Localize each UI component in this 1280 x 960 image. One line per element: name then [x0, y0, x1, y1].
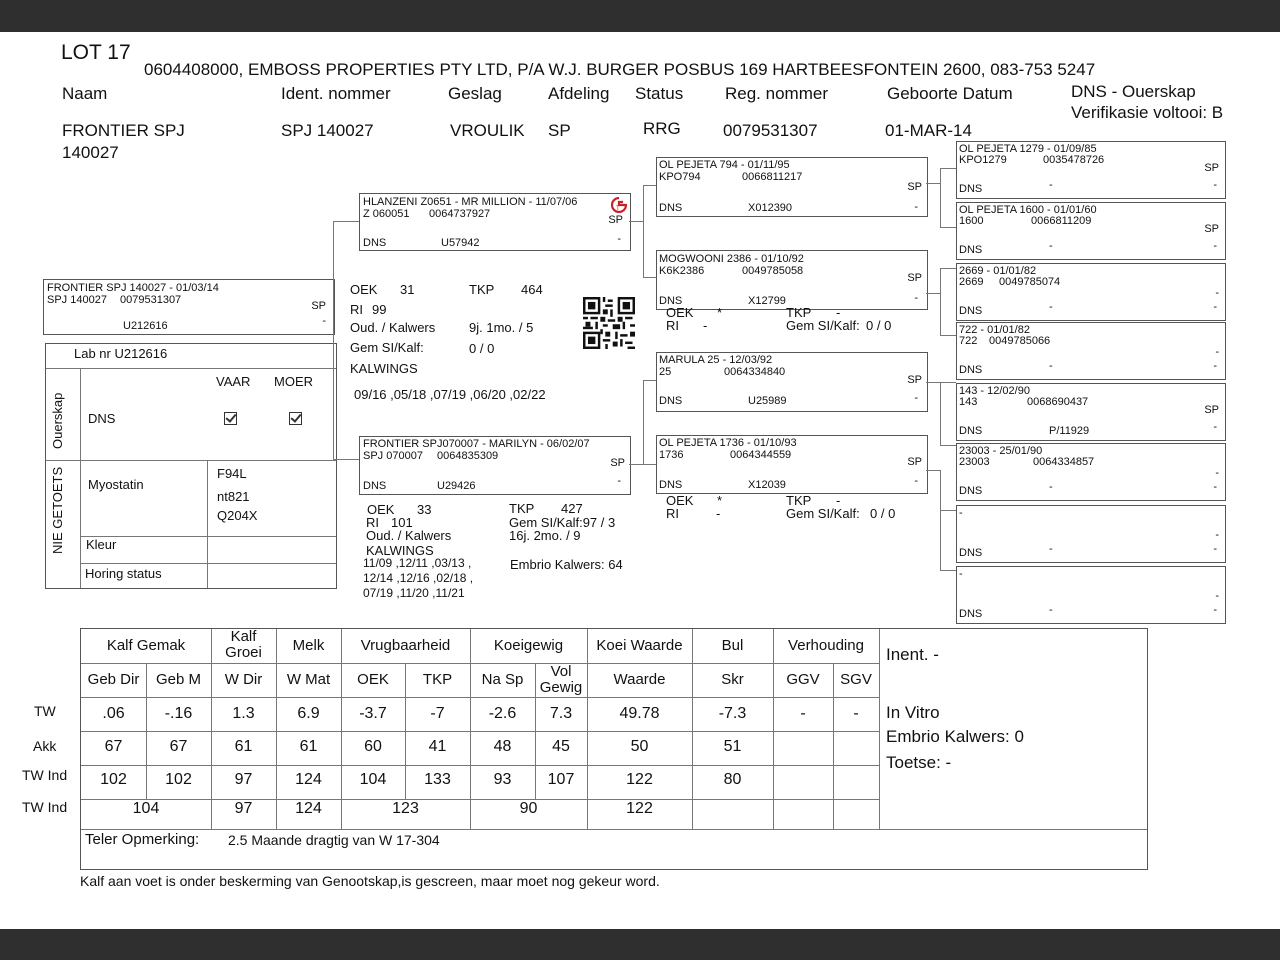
sire-code: U57942: [441, 237, 480, 249]
dam-gem-value: 0 / 0: [469, 341, 495, 356]
dam-stat-tkp-value: 427: [561, 501, 583, 516]
header-verifikasie: Verifikasie voltooi: B: [1071, 103, 1224, 122]
grandparent-box-3: [656, 352, 928, 412]
ggp-dns: DNS: [959, 183, 983, 195]
dam-gem-label: Gem SI/Kalf:: [350, 340, 424, 355]
twind2-cell-4: 90: [519, 800, 538, 817]
animal-name-2: 140027: [62, 143, 119, 162]
ggp-line1: OL PEJETA 1600 - 01/01/60: [959, 204, 1097, 216]
gp3-sp: SP: [907, 374, 922, 386]
gp2-id: K6K2386: [659, 265, 705, 277]
gp1-line1: OL PEJETA 794 - 01/11/95: [659, 159, 790, 171]
dam-line1: FRONTIER SPJ070007 - MARILYN - 06/02/07: [363, 438, 590, 450]
row-label-tw: TW: [34, 703, 56, 719]
akk-cell-5: 41: [428, 738, 447, 755]
header-ident: Ident. nommer: [281, 84, 391, 103]
ggp-reg: 0035478726: [1043, 154, 1105, 166]
lot-number: LOT 17: [61, 41, 131, 64]
lab-nr: Lab nr U212616: [74, 346, 168, 361]
gp2-code: X12799: [748, 295, 786, 307]
owner-line: 0604408000, EMBOSS PROPERTIES PTY LTD, P/A W.J. BURGER POSBUS 169 HARTBEESFONTEIN 2600, 083-753 5247: [144, 60, 1096, 79]
sire-reg: 0064737927: [429, 208, 491, 220]
dam-oud-value: 9j. 1mo. / 5: [469, 320, 534, 335]
animal-status: RRG: [643, 119, 681, 138]
myostatin-label: Myostatin: [88, 477, 144, 492]
ggp-reg: 0049785074: [999, 276, 1061, 288]
dam-oek-label: OEK: [350, 282, 378, 297]
sub-header-3: W Mat: [286, 671, 331, 688]
ggp-line1: -: [959, 568, 963, 580]
gp2-reg: 0049785058: [742, 265, 804, 277]
sub-header-5: TKP: [422, 671, 453, 688]
ggp-dns: DNS: [959, 547, 983, 559]
akk-cell-3: 61: [299, 738, 318, 755]
tw-cell-4: -3.7: [359, 705, 387, 722]
connector: [333, 221, 334, 459]
footer-note: Kalf aan voet is onder beskerming van Genootskap,is gescreen, maar moet nog gekeur word.: [80, 873, 660, 889]
dam-stat-oek-value: 33: [417, 502, 432, 517]
ggp-id: 1600: [959, 215, 984, 227]
twind-cell-2: 97: [234, 771, 253, 788]
ggp-sp: SP: [1204, 223, 1219, 235]
gp-stat-gem-label: Gem SI/Kalf:: [786, 318, 860, 333]
top-bar: [0, 0, 1280, 32]
gp-stat2-tkp-dash: -: [836, 493, 841, 508]
tw-cell-6: -2.6: [488, 705, 517, 722]
sire-line1: HLANZENI Z0651 - MR MILLION - 11/07/06: [363, 196, 578, 208]
myostatin-val-2: nt821: [217, 489, 250, 504]
row-label-tw-ind-1: TW Ind: [22, 767, 68, 783]
gp-stat-ri-dash: -: [703, 318, 708, 333]
vaar-label: VAAR: [216, 374, 251, 389]
ggp-sp: -: [1215, 590, 1219, 602]
dam-stat-embrio: Embrio Kalwers: 64: [510, 557, 623, 572]
dns-label: DNS: [88, 411, 116, 426]
gp4-dns: DNS: [659, 479, 683, 491]
ggp-dns: DNS: [959, 485, 983, 497]
ggp-sp: -: [1215, 287, 1219, 299]
akk-cell-4: 60: [364, 738, 382, 755]
twind2-cell-3: 123: [392, 800, 419, 817]
gp4-dash: -: [914, 475, 918, 487]
svg-text:T: T: [616, 206, 620, 212]
gp1-sp: SP: [907, 181, 922, 193]
group-header-5: Koei Waarde: [596, 637, 683, 654]
sub-header-1: Geb M: [155, 671, 201, 688]
ggp-line1: -: [959, 507, 963, 519]
teler-value: 2.5 Maande dragtig van W 17-304: [228, 832, 440, 848]
great-grandparent-box-1: [956, 141, 1226, 199]
gp-stat2-gem-label: Gem SI/Kalf:: [786, 506, 860, 521]
ggp-dash: -: [1049, 240, 1053, 252]
twind2-cell-5: 122: [626, 800, 653, 817]
animal-ident: SPJ 140027: [281, 121, 374, 140]
ggp-dns: DNS: [959, 364, 983, 376]
side-label-ouerskap: Ouerskap: [50, 392, 65, 449]
gp2-dns: DNS: [659, 295, 683, 307]
gp-stat2-gem-value: 0 / 0: [870, 506, 896, 521]
akk-cell-2: 61: [234, 738, 253, 755]
gp-stat2-oek-star: *: [717, 493, 723, 508]
twind-cell-6: 93: [493, 771, 512, 788]
twind2-cell-0: 104: [132, 800, 160, 817]
gp-stat2-oek-label: OEK: [666, 493, 694, 508]
tw-cell-2: 1.3: [232, 705, 255, 722]
kleur-label: Kleur: [86, 537, 117, 552]
dam-dns: DNS: [363, 480, 387, 492]
gp1-reg: 0066811217: [742, 171, 803, 183]
dam-oud-label: Oud. / Kalwers: [350, 320, 436, 335]
dam-code: U29426: [437, 480, 476, 492]
dam-id: SPJ 070007: [363, 450, 423, 462]
ggp-id: 23003: [959, 456, 990, 468]
ggp-id: 722: [959, 335, 978, 347]
dam-sp: SP: [610, 457, 625, 469]
ggp-dash-2: -: [1213, 179, 1217, 191]
gp1-code: X012390: [748, 202, 793, 214]
subject-id: SPJ 140027: [47, 294, 107, 306]
header-reg: Reg. nommer: [725, 84, 828, 103]
sire-sp: SP: [608, 214, 623, 226]
group-header-4: Koeigewig: [493, 637, 564, 654]
akk-cell-6: 48: [493, 738, 512, 755]
toetse-label: Toetse: -: [886, 753, 952, 772]
gp4-id: 1736: [659, 449, 684, 461]
tw-cell-9: -7.3: [718, 705, 747, 722]
side-label-nie-getoets: NIE GETOETS: [50, 466, 65, 554]
ggp-sp: SP: [1204, 162, 1219, 174]
dam-stat-oud-label: Oud. / Kalwers: [366, 528, 452, 543]
ggp-dash: -: [1049, 604, 1053, 616]
ggp-id: KPO1279: [959, 154, 1007, 166]
ggp-sp: -: [1215, 529, 1219, 541]
dam-reg: 0064835309: [437, 450, 499, 462]
teler-label: Teler Opmerking:: [85, 831, 200, 848]
ggp-line1: 2669 - 01/01/82: [959, 265, 1037, 277]
sire-dns: DNS: [363, 237, 387, 249]
sub-header-8: Waarde: [613, 671, 666, 688]
subject-line1: FRONTIER SPJ 140027 - 01/03/14: [47, 282, 219, 294]
ggp-dash-2: -: [1213, 604, 1217, 616]
sire-id: Z 060051: [363, 208, 410, 220]
dam-kalwings-label: KALWINGS: [350, 361, 418, 376]
ggp-dash-2: -: [1213, 543, 1217, 555]
subject-reg: 0079531307: [120, 294, 182, 306]
sub-header-6: Na Sp: [481, 671, 524, 688]
gp2-line1: MOGWOONI 2386 - 01/10/92: [659, 253, 804, 265]
ggp-line1: 23003 - 25/01/90: [959, 445, 1043, 457]
tw-cell-5: -7: [430, 705, 445, 722]
gp3-code: U25989: [748, 395, 787, 407]
sub-header-0: Geb Dir: [87, 671, 140, 688]
ggp-dns: DNS: [959, 425, 983, 437]
dam-ri-value: 99: [372, 302, 387, 317]
tw-cell-3: 6.9: [297, 705, 320, 722]
dam-box: [359, 436, 631, 495]
tw-cell-1: -.16: [164, 705, 193, 722]
ggp-reg: 0064334857: [1033, 456, 1095, 468]
dam-stat-dates-3: 07/19 ,11/20 ,11/21: [363, 586, 465, 600]
gp-stat-oek-star: *: [717, 305, 723, 320]
great-grandparent-box-3: [956, 263, 1226, 321]
animal-name-1: FRONTIER SPJ: [62, 121, 185, 140]
dam-stat-tkp-label: TKP: [509, 501, 535, 516]
ggp-id: 143: [959, 396, 978, 408]
grandparent-box-4: [656, 435, 928, 494]
gp3-id: 25: [659, 366, 672, 378]
tw-cell-0: .06: [102, 705, 125, 722]
gp2-dash: -: [914, 292, 918, 304]
gp4-reg: 0064344559: [730, 449, 792, 461]
ggp-line1: 143 - 12/02/90: [959, 385, 1030, 397]
ggp-reg: 0066811209: [1031, 215, 1092, 227]
header-naam: Naam: [62, 84, 108, 103]
qr-code-icon: [582, 297, 636, 349]
twind-cell-7: 107: [547, 771, 575, 788]
sire-box: [359, 193, 631, 251]
gp4-code: X12039: [748, 479, 786, 491]
sub-header-9: Skr: [721, 671, 744, 688]
tw-cell-10: -: [800, 705, 806, 722]
subject-code: U212616: [123, 320, 168, 332]
dam-stat-oud-value: 16j. 2mo. / 9: [509, 528, 581, 543]
gp3-line1: MARULA 25 - 12/03/92: [659, 354, 773, 366]
gp4-line1: OL PEJETA 1736 - 01/10/93: [659, 437, 797, 449]
great-grandparent-box-6: [956, 443, 1226, 501]
group-header-1-a: Kalf Groei: [225, 628, 262, 661]
ggp-dns: DNS: [959, 608, 983, 620]
header-dns: DNS - Ouerskap: [1071, 82, 1196, 101]
group-header-2: Melk: [292, 637, 325, 654]
horing-label: Horing status: [85, 566, 162, 581]
header-geboorte: Geboorte Datum: [887, 84, 1013, 103]
gp2-sp: SP: [907, 272, 922, 284]
dam-tkp-label: TKP: [469, 282, 495, 297]
gp-stat-tkp-label: TKP: [786, 305, 812, 320]
twind-cell-3: 124: [295, 771, 322, 788]
animal-afdeling: SP: [548, 121, 571, 140]
akk-cell-9: 51: [723, 738, 742, 755]
ggp-dash: -: [1049, 360, 1053, 372]
gp3-dash: -: [914, 392, 918, 404]
dam-dash: -: [617, 475, 621, 487]
ggp-reg: 0049785066: [989, 335, 1051, 347]
dam-stat-kalwings: KALWINGS: [366, 543, 434, 558]
ggp-sp: -: [1215, 346, 1219, 358]
akk-cell-8: 50: [630, 738, 649, 755]
sub-header-10: GGV: [786, 671, 820, 688]
ggp-dash-2: -: [1213, 481, 1217, 493]
great-grandparent-box-2: [956, 202, 1226, 260]
row-label-tw-ind-2: TW Ind: [22, 799, 68, 815]
lab-box: [45, 343, 337, 589]
ggp-dash-2: -: [1213, 360, 1217, 372]
group-header-6: Bul: [721, 637, 744, 654]
ggp-dash-2: -: [1213, 301, 1217, 313]
twind-cell-5: 133: [424, 771, 451, 788]
header-geslag: Geslag: [448, 84, 502, 103]
gp-stat2-ri-label: RI: [666, 506, 679, 521]
group-header-3: Vrugbaarheid: [360, 637, 451, 654]
ggp-sp: -: [1215, 467, 1219, 479]
dam-tkp-value: 464: [521, 282, 543, 297]
row-label-akk: Akk: [33, 738, 57, 754]
moer-label: MOER: [274, 374, 313, 389]
subject-sp: SP: [311, 300, 326, 312]
ebv-table: [80, 628, 1148, 870]
akk-cell-0: 67: [104, 738, 123, 755]
gp3-dns: DNS: [659, 395, 683, 407]
subject-box: [43, 279, 335, 335]
dam-stat-dates-1: 11/09 ,12/11 ,03/13 ,: [363, 556, 472, 570]
dam-oek-value: 31: [400, 282, 415, 297]
gp-stat2-ri-dash: -: [716, 506, 721, 521]
gp-stat-gem-value: 0 / 0: [866, 318, 892, 333]
great-grandparent-box-7: [956, 505, 1226, 563]
twind2-cell-2: 124: [295, 800, 322, 817]
akk-cell-7: 45: [552, 738, 570, 755]
gp-stat-oek-label: OEK: [666, 305, 694, 320]
vaar-checkbox-checked: [224, 412, 237, 425]
sub-header-7: Vol Gewig: [539, 663, 583, 696]
sub-header-4: OEK: [357, 671, 389, 688]
gp1-dns: DNS: [659, 202, 683, 214]
gp3-reg: 0064334840: [724, 366, 786, 378]
dam-ri-label: RI: [350, 302, 363, 317]
ggp-code: P/11929: [1049, 425, 1090, 437]
invitro-label: In Vitro: [886, 703, 940, 722]
society-logo-icon: [611, 197, 627, 213]
dam-stat-dates-2: 12/14 ,12/16 ,02/18 ,: [363, 571, 474, 585]
dam-stat-oek-label: OEK: [367, 502, 395, 517]
tw-cell-7: 7.3: [549, 705, 573, 722]
grandparent-box-2: [656, 250, 928, 310]
myostatin-val-3: Q204X: [217, 508, 258, 523]
animal-geboorte: 01-MAR-14: [885, 121, 972, 140]
embrio-label: Embrio Kalwers: 0: [886, 727, 1024, 746]
group-header-0: Kalf Gemak: [106, 637, 186, 654]
sire-dash: -: [617, 233, 621, 245]
twind-cell-9: 80: [723, 771, 742, 788]
ggp-reg: 0068690437: [1027, 396, 1089, 408]
dam-stat-ri-label: RI: [366, 515, 379, 530]
twind2-cell-1: 97: [234, 800, 253, 817]
ggp-line1: OL PEJETA 1279 - 01/09/85: [959, 143, 1097, 155]
myostatin-val-1: F94L: [217, 466, 247, 481]
gp4-sp: SP: [907, 456, 922, 468]
tw-cell-8: 49.78: [619, 705, 660, 722]
ggp-dash: -: [1213, 421, 1217, 433]
ggp-dash: -: [1049, 481, 1053, 493]
inent-label: Inent. -: [886, 645, 939, 664]
ggp-dns: DNS: [959, 305, 983, 317]
dam-stat-ri-value: 101: [391, 515, 413, 530]
great-grandparent-box-8: [956, 566, 1226, 624]
ggp-dash-2: -: [1213, 240, 1217, 252]
great-grandparent-box-5: [956, 383, 1226, 441]
sub-header-11: SGV: [840, 671, 872, 688]
tw-cell-11: -: [853, 705, 859, 722]
dam-kalwings-dates: 09/16 ,05/18 ,07/19 ,06/20 ,02/22: [354, 387, 546, 402]
twind-cell-0: 102: [100, 771, 127, 788]
gp1-id: KPO794: [659, 171, 701, 183]
grandparent-box-1: [656, 157, 928, 217]
twind-cell-1: 102: [165, 771, 192, 788]
animal-geslag: VROULIK: [450, 121, 525, 140]
ggp-dash: -: [1049, 301, 1053, 313]
group-header-7: Verhouding: [788, 637, 864, 654]
ggp-id: 2669: [959, 276, 984, 288]
twind-cell-8: 122: [626, 771, 653, 788]
gp-stat-ri-label: RI: [666, 318, 679, 333]
sub-header-2: W Dir: [224, 671, 263, 688]
ggp-dash: -: [1049, 179, 1053, 191]
moer-checkbox-checked: [289, 412, 302, 425]
ggp-sp: SP: [1204, 404, 1219, 416]
gp-stat2-tkp-label: TKP: [786, 493, 812, 508]
subject-dash: -: [322, 315, 326, 327]
bottom-bar: [0, 929, 1280, 960]
ggp-dash: -: [1049, 543, 1053, 555]
ggp-dns: DNS: [959, 244, 983, 256]
header-afdeling: Afdeling: [548, 84, 610, 103]
dam-stat-gem: Gem SI/Kalf:97 / 3: [509, 515, 616, 530]
twind-cell-4: 104: [359, 771, 387, 788]
akk-cell-1: 67: [169, 738, 188, 755]
header-status: Status: [635, 84, 684, 103]
great-grandparent-box-4: [956, 322, 1226, 380]
gp-stat-tkp-dash: -: [836, 305, 841, 320]
ggp-line1: 722 - 01/01/82: [959, 324, 1030, 336]
animal-reg: 0079531307: [723, 121, 818, 140]
gp1-dash: -: [914, 201, 918, 213]
